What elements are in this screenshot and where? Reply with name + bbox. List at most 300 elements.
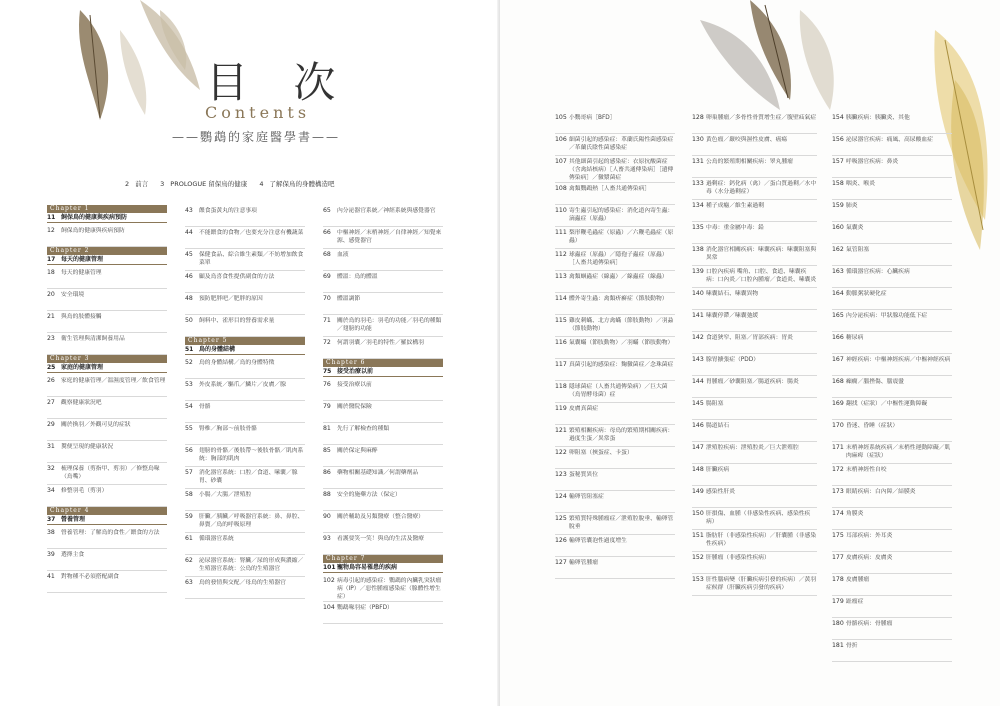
toc-entry-text: 氣囊炎	[846, 225, 864, 231]
page-number: 71	[323, 317, 331, 324]
page-number: 159	[832, 202, 844, 209]
toc-entry-text: 骨骼疾病：骨腫瘤	[846, 621, 893, 627]
page-number: 149	[692, 488, 704, 495]
toc-entry[interactable]	[832, 596, 952, 618]
toc-entry[interactable]	[692, 354, 817, 376]
toc-entry[interactable]	[692, 288, 817, 310]
page-number: 26	[47, 377, 55, 384]
toc-entry[interactable]	[185, 511, 305, 533]
toc-entry-text: 嗉囊結石、嗉囊異物	[706, 291, 759, 297]
toc-entry-text: 腺胃擴張症（PDD）	[706, 357, 760, 363]
page-number: 140	[692, 290, 704, 297]
toc-entry-text: 飼料中、雀形目的營養需求量	[199, 318, 275, 324]
toc-entry-text: 泄殖腔疾病：泄殖腔炎／巨大泄殖腔	[706, 445, 799, 451]
toc-entry[interactable]	[692, 244, 817, 266]
page-number: 130	[692, 136, 704, 143]
toc-entry-text: 輸卵管腫瘤	[569, 560, 598, 566]
page-number: 143	[692, 356, 704, 363]
page-number: 48	[185, 295, 193, 302]
toc-entry-text: 耳部疾病：外耳炎	[846, 533, 893, 539]
toc-entry-text: 皮膚真菌症	[569, 406, 598, 412]
chapter-heading[interactable]	[323, 359, 443, 377]
toc-entry[interactable]	[323, 249, 443, 271]
page-number: 44	[185, 229, 193, 236]
toc-entry[interactable]	[47, 419, 167, 441]
page-number: 171	[832, 444, 844, 451]
toc-entry[interactable]	[692, 222, 817, 244]
toc-entry-text: 修整羽毛（剪羽）	[61, 488, 108, 494]
toc-entry[interactable]	[692, 574, 817, 596]
toc-entry[interactable]	[323, 337, 443, 359]
toc-entry[interactable]	[323, 533, 443, 555]
page-number: 170	[832, 422, 844, 429]
toc-entry[interactable]	[185, 401, 305, 423]
page-number: 114	[555, 295, 567, 302]
page-number: 178	[832, 576, 844, 583]
toc-column-5	[692, 112, 817, 596]
toc-entry[interactable]	[323, 445, 443, 467]
toc-entry[interactable]	[555, 359, 675, 381]
page-number: 168	[832, 378, 844, 385]
toc-entry[interactable]	[692, 178, 817, 200]
chapter-title: 鳥的身體結構	[199, 346, 236, 353]
page-number: 111	[555, 229, 567, 236]
toc-entry-text: 家庭的健康管理／溫濕度管理／飲食管理	[61, 378, 166, 384]
chapter-label: Chapter 1	[47, 205, 167, 213]
toc-entry-text: 末梢神經系統疾病／末梢性運動障礙／肌肉麻痺（症狀）	[846, 445, 951, 459]
toc-entry-text: 氣囊蟎（節肢動物）／羽蟎（節肢動物）	[569, 340, 674, 346]
toc-entry[interactable]	[692, 310, 817, 332]
toc-entry[interactable]	[555, 205, 675, 227]
toc-entry[interactable]	[323, 315, 443, 337]
page-number: 152	[692, 554, 704, 561]
page-number: 162	[832, 246, 844, 253]
toc-entry[interactable]	[555, 425, 675, 447]
toc-entry[interactable]	[47, 311, 167, 333]
chapter-label: Chapter 3	[47, 355, 167, 363]
toc-entry[interactable]	[47, 571, 167, 593]
toc-entry-text: 糖尿病	[846, 335, 864, 341]
page-number: 66	[323, 229, 331, 236]
toc-entry-text: 循環器官系統	[199, 536, 234, 542]
toc-entry[interactable]	[185, 555, 305, 577]
toc-entry-text: 輸卵管囊泡性過度增生	[569, 538, 627, 544]
page-number: 144	[692, 378, 704, 385]
page-number: 146	[692, 422, 704, 429]
toc-entry[interactable]	[555, 557, 675, 579]
page-number: 50	[185, 317, 193, 324]
toc-entry[interactable]	[555, 293, 675, 315]
chapter-title-row	[323, 563, 443, 573]
page-number: 117	[555, 361, 567, 368]
toc-entry-text: 翅膀的骨骼／後肢帶～後肢骨骼／肌肉系統：胸部的肌肉	[199, 448, 304, 462]
toc-entry[interactable]	[323, 271, 443, 293]
toc-entry-text: 糞便呈現的健康狀況	[61, 444, 114, 450]
toc-entry[interactable]	[323, 423, 443, 445]
toc-entry-text: 觀察健康狀況吧	[61, 400, 102, 406]
toc-entry[interactable]	[185, 379, 305, 401]
toc-entry[interactable]	[47, 375, 167, 397]
toc-entry-text: 禽類鸚鵡熱［人畜共通傳染病］	[569, 186, 651, 192]
page-number: 125	[555, 515, 567, 522]
toc-entry-text: 咽炎、喉炎	[846, 181, 875, 187]
toc-entry-text: 骨折	[846, 643, 858, 649]
toc-entry[interactable]	[323, 379, 443, 401]
toc-column-6	[832, 112, 952, 662]
toc-entry-text: 與鳥的肢體接觸	[61, 314, 102, 320]
toc-entry[interactable]	[692, 508, 817, 530]
page-number: 150	[692, 510, 704, 517]
toc-entry[interactable]	[185, 249, 305, 271]
toc-column-4	[555, 112, 675, 579]
page-number: 70	[323, 295, 331, 302]
toc-entry-text: 中樞神經／末梢神經／自律神經／知覺來源、感覺器官	[337, 230, 442, 244]
toc-entry[interactable]	[323, 467, 443, 489]
toc-entry-text: 接受治療以前	[337, 382, 372, 388]
toc-entry-text: 內分泌疾病：甲狀腺功能低下症	[846, 313, 928, 319]
toc-entry-text: 肝腫瘤（非感染性疾病）	[706, 555, 770, 561]
page-number: 154	[832, 114, 844, 121]
toc-entry-text: 餵食蛋黃丸的注意事項	[199, 208, 257, 214]
toc-entry[interactable]	[555, 183, 675, 205]
toc-entry-text: 腸道結石	[706, 423, 730, 429]
toc-entry[interactable]	[832, 530, 952, 552]
toc-entry[interactable]	[692, 266, 817, 288]
toc-entry[interactable]	[832, 640, 952, 662]
page-title-english: Contents	[205, 103, 311, 122]
toc-entry-text: 肝性腦病變（肝臟疾病引發的疾病）／黃羽症候群（肝臟疾病引發的疾病）	[706, 577, 817, 591]
toc-entry-text: 感染性肝炎	[706, 489, 735, 495]
toc-entry-text: 皮膚腫瘤	[846, 577, 870, 583]
page-number: 59	[185, 513, 193, 520]
toc-entry[interactable]	[185, 227, 305, 249]
toc-entry[interactable]	[832, 464, 952, 486]
toc-entry[interactable]	[832, 244, 952, 266]
page-number: 138	[692, 246, 704, 253]
page-number: 106	[555, 136, 567, 143]
toc-entry[interactable]	[832, 552, 952, 574]
toc-column-1	[47, 205, 167, 593]
page-number: 133	[692, 180, 704, 187]
page-number: 41	[47, 573, 55, 580]
toc-entry-text: 體外寄生蟲：禽類疥癬症（節肢動物）	[569, 296, 668, 302]
toc-entry-text: 嗉囊停滯／嗉囊弛緩	[706, 313, 759, 319]
toc-entry[interactable]	[185, 271, 305, 293]
toc-entry[interactable]	[47, 267, 167, 289]
page-number: 126	[555, 537, 567, 544]
toc-entry[interactable]	[555, 337, 675, 359]
chapter-heading[interactable]	[47, 355, 167, 373]
toc-entry-text: 禽類蛔蟲症（線蟲）／線蟲症（線蟲）	[569, 274, 668, 280]
toc-entry[interactable]	[692, 376, 817, 398]
page-number: 43	[185, 207, 193, 214]
toc-entry-text: 角膜炎	[846, 511, 864, 517]
toc-entry-text: 營養管理：了解鳥的食性／餵食的方法	[61, 530, 160, 536]
toc-entry[interactable]	[832, 310, 952, 332]
page-number: 11	[47, 214, 56, 221]
toc-entry[interactable]	[323, 489, 443, 511]
toc-entry[interactable]	[185, 577, 305, 599]
toc-entry-text: 關於換羽／外觀可見的症狀	[61, 422, 131, 428]
toc-entry[interactable]	[185, 445, 305, 467]
toc-entry[interactable]	[832, 420, 952, 442]
toc-entry-text: 泌尿器官疾病：痛風、高尿酸血症	[846, 137, 933, 143]
chapter-label: Chapter 2	[47, 247, 167, 255]
toc-entry-text: 骨骼	[199, 404, 211, 410]
toc-entry[interactable]	[185, 293, 305, 315]
page-number: 46	[185, 273, 193, 280]
page-number: 147	[692, 444, 704, 451]
toc-entry[interactable]	[323, 602, 443, 624]
page-number: 113	[555, 273, 567, 280]
toc-entry[interactable]	[555, 381, 675, 403]
page-number: 108	[555, 185, 567, 192]
page-number: 34	[47, 487, 55, 494]
page-number: 116	[555, 339, 567, 346]
page-number: 61	[185, 535, 193, 542]
toc-entry[interactable]	[555, 249, 675, 271]
toc-entry[interactable]	[555, 535, 675, 557]
toc-entry-text: 藥物相關基礎知識／何謂藥劑品	[337, 470, 419, 476]
page-number: 107	[555, 158, 567, 165]
toc-entry-text: 鳥的發情與交配／母鳥的生殖器官	[199, 580, 286, 586]
toc-entry[interactable]	[832, 398, 952, 420]
chapter-heading[interactable]	[47, 205, 167, 223]
toc-entry[interactable]	[832, 222, 952, 244]
toc-entry-text: 肝臟疾病	[706, 467, 730, 473]
toc-entry[interactable]	[323, 205, 443, 227]
toc-entry-text: 小鸚哥病［BFD］	[569, 115, 616, 121]
chapter-heading[interactable]	[47, 507, 167, 525]
page-number: 54	[185, 403, 193, 410]
intro-item[interactable]: 4 了解保鳥的身體構造吧	[259, 180, 335, 188]
toc-entry[interactable]	[832, 134, 952, 156]
toc-entry-text: 隱球菌症（人畜共通傳染病）／巨大菌（鳥胃酵母菌）症	[569, 384, 668, 398]
toc-entry[interactable]	[832, 332, 952, 354]
toc-entry-text: 梨形鞭毛蟲症（原蟲）／六鞭毛蟲症（原蟲）	[569, 230, 674, 244]
page-number: 151	[692, 532, 704, 539]
toc-entry[interactable]	[323, 293, 443, 315]
toc-entry-text: 顧及鳥喜食性提供副食的方法	[199, 274, 275, 280]
toc-entry[interactable]	[555, 315, 675, 337]
toc-entry[interactable]	[185, 467, 305, 489]
page-number: 156	[832, 136, 844, 143]
toc-entry-text: 消化器官系統：口腔／食道、嗉囊／腺胃、砂囊	[199, 470, 298, 484]
page-number: 172	[832, 466, 844, 473]
page-number: 167	[832, 356, 844, 363]
toc-entry[interactable]	[185, 315, 305, 337]
chapter-title: 家庭的健康管理	[61, 364, 104, 371]
page-number: 23	[47, 335, 55, 342]
toc-entry[interactable]	[832, 618, 952, 640]
chapter-label: Chapter 7	[323, 555, 443, 563]
chapter-heading[interactable]	[323, 555, 443, 573]
chapter-title-row	[47, 255, 167, 265]
toc-column-3	[323, 205, 443, 624]
toc-entry-text: 泌尿器官系統：腎臟／尿的形成與濃縮／生殖器官系統：公鳥的生殖器官	[199, 558, 304, 572]
page-number: 69	[323, 273, 331, 280]
toc-entry[interactable]	[323, 227, 443, 249]
toc-entry-text: 體溫調節	[337, 296, 361, 302]
page-number: 112	[555, 251, 567, 258]
feather-illustration-left-2	[150, 5, 200, 75]
page-number: 25	[47, 364, 56, 371]
toc-entry-text: 氣管阻塞	[846, 247, 870, 253]
toc-entry-text: 看護要笑一笑！與鳥的生活及醫療	[337, 536, 424, 542]
page-number: 53	[185, 381, 193, 388]
toc-entry[interactable]	[555, 447, 675, 469]
toc-entry[interactable]	[692, 486, 817, 508]
chapter-title: 營養管理	[61, 516, 86, 523]
toc-entry-text: 公鳥的繁殖期相關疾病：睪丸腫瘤	[706, 159, 793, 165]
toc-entry[interactable]	[47, 463, 167, 485]
toc-entry-text: 保健食品、綜合維生素類／不妨增加飲食菜單	[199, 252, 304, 266]
toc-column-2	[185, 205, 305, 599]
toc-entry[interactable]	[555, 134, 675, 156]
page-number: 29	[47, 421, 55, 428]
toc-entry[interactable]	[832, 288, 952, 310]
page-number: 32	[47, 465, 55, 472]
toc-entry[interactable]	[555, 227, 675, 249]
toc-entry-text: 關於輔助及另類醫療（整合醫療）	[337, 514, 424, 520]
toc-entry[interactable]	[692, 552, 817, 574]
intro-row	[125, 179, 334, 188]
toc-entry[interactable]	[47, 225, 167, 247]
toc-entry[interactable]	[692, 442, 817, 464]
toc-entry[interactable]	[555, 491, 675, 513]
toc-entry[interactable]	[323, 575, 443, 602]
toc-entry[interactable]	[185, 423, 305, 445]
toc-entry[interactable]	[185, 533, 305, 555]
page-number: 20	[47, 291, 55, 298]
toc-entry[interactable]	[555, 513, 675, 535]
page-number: 177	[832, 554, 844, 561]
toc-entry-text: 梳理保養（剪指甲、剪羽）／修整鳥喙（鳥嘴）	[61, 466, 160, 480]
page-number: 88	[323, 491, 331, 498]
intro-item[interactable]: 2 前言	[125, 180, 149, 188]
page-number: 169	[832, 400, 844, 407]
toc-entry[interactable]	[692, 398, 817, 420]
toc-entry[interactable]	[832, 486, 952, 508]
chapter-title-row	[47, 213, 167, 223]
toc-entry-text: 每天的健康管理	[61, 270, 102, 276]
page-number: 65	[323, 207, 331, 214]
toc-entry-text: 胃腫瘤／砂囊阻塞／腸道疾病：腸炎	[706, 379, 799, 385]
toc-entry-text: 鳥的身體結構／鳥的身體特徵	[199, 360, 275, 366]
page-number: 180	[832, 620, 844, 627]
toc-entry[interactable]	[47, 441, 167, 463]
toc-entry[interactable]	[832, 266, 952, 288]
toc-entry[interactable]	[323, 401, 443, 423]
toc-entry[interactable]	[832, 442, 952, 464]
toc-entry-text: 寄生蟲引起的感染症：消化道內寄生蟲：滴蟲症（原蟲）	[569, 208, 674, 222]
chapter-heading[interactable]	[47, 247, 167, 265]
toc-entry-text: 先行了解檢查的種類	[337, 426, 390, 432]
toc-entry-text: 何謂羽囊／羽毛的特性／羅紋構羽	[337, 340, 424, 346]
toc-entry-text: 口腔內疾病 嘴角、口腔、食道、嗉囊疾病：口內炎／口腔內腫瘤／食道炎、嗉囊炎	[706, 269, 817, 283]
toc-entry-text: 真菌引起的感染症：麴黴菌症／念珠菌症	[569, 362, 674, 368]
toc-entry-text: 飼保鳥的健康與疾病預防	[61, 228, 125, 234]
page-number: 127	[555, 559, 567, 566]
page-number: 119	[555, 405, 567, 412]
page-number: 166	[832, 334, 844, 341]
page-number: 163	[832, 268, 844, 275]
toc-entry[interactable]	[185, 205, 305, 227]
page-number: 131	[692, 158, 704, 165]
page-number: 124	[555, 493, 567, 500]
toc-entry[interactable]	[692, 332, 817, 354]
chapter-title: 接受治療以前	[337, 368, 374, 375]
toc-entry[interactable]	[555, 403, 675, 425]
toc-entry-text: 黃色瘤／嚴咬與濕性皮膚、癌瘍	[706, 137, 788, 143]
chapter-title-row	[323, 367, 443, 377]
toc-entry[interactable]	[555, 112, 675, 134]
page-number: 45	[185, 251, 193, 258]
toc-entry[interactable]	[323, 511, 443, 533]
toc-entry[interactable]	[47, 485, 167, 507]
toc-entry[interactable]	[692, 134, 817, 156]
toc-entry[interactable]	[832, 112, 952, 134]
toc-entry[interactable]	[47, 289, 167, 311]
toc-entry[interactable]	[832, 178, 952, 200]
toc-entry[interactable]	[47, 333, 167, 355]
toc-entry-text: 關於醫院保險	[337, 404, 372, 410]
toc-entry-text: 眼睛疾病：白內障／結膜炎	[846, 489, 916, 495]
toc-entry[interactable]	[692, 530, 817, 552]
toc-entry-text: 趾瘤症	[846, 599, 864, 605]
page-number: 86	[323, 469, 331, 476]
toc-entry[interactable]	[555, 271, 675, 293]
toc-entry[interactable]	[832, 376, 952, 398]
toc-entry-text: 雞皮刺蟎、北方禽蟎（節肢動物）／羽蝨（節肢動物）	[569, 318, 674, 332]
toc-entry-text: 過剩症：鈣化病（禽）／蛋白質過剩／水中毒（水分過剩症）	[706, 181, 817, 195]
toc-entry[interactable]	[692, 420, 817, 442]
chapter-heading[interactable]	[185, 337, 305, 355]
toc-entry[interactable]	[692, 156, 817, 178]
toc-entry[interactable]	[692, 200, 817, 222]
page-number: 81	[323, 425, 331, 432]
page-number: 21	[47, 313, 55, 320]
page-number: 68	[323, 251, 331, 258]
toc-entry[interactable]	[832, 200, 952, 222]
toc-entry[interactable]	[832, 354, 952, 376]
toc-entry-text: 神經疾病：中樞神經疾病／中樞神經疾病	[846, 357, 951, 363]
page-number: 102	[323, 577, 335, 584]
toc-entry[interactable]	[47, 397, 167, 419]
toc-entry-text: 翻找（症狀）／中樞性運動障礙	[846, 401, 928, 407]
page-number: 139	[692, 268, 704, 275]
chapter-title: 每天的健康管理	[61, 256, 104, 263]
toc-entry[interactable]	[47, 527, 167, 549]
toc-entry-text: 繁殖質特殊腫瘤症／泄殖腔脫垂、輸卵管脫垂	[569, 516, 674, 530]
toc-entry[interactable]	[832, 508, 952, 530]
toc-entry-text: 皮膚疾病：皮膚炎	[846, 555, 893, 561]
toc-entry[interactable]	[555, 469, 675, 491]
toc-entry[interactable]	[692, 464, 817, 486]
toc-entry[interactable]	[832, 156, 952, 178]
toc-entry[interactable]	[185, 489, 305, 511]
page-number: 148	[692, 466, 704, 473]
page-number: 164	[832, 290, 844, 297]
toc-entry[interactable]	[47, 549, 167, 571]
toc-entry-text: 末梢神經性自咬	[846, 467, 887, 473]
page-number: 110	[555, 207, 567, 214]
intro-item[interactable]: 3 PROLOGUE 留保鳥的健康	[160, 180, 248, 188]
toc-entry[interactable]	[832, 574, 952, 596]
toc-entry[interactable]	[692, 112, 817, 134]
toc-entry[interactable]	[555, 156, 675, 183]
toc-entry[interactable]	[185, 357, 305, 379]
